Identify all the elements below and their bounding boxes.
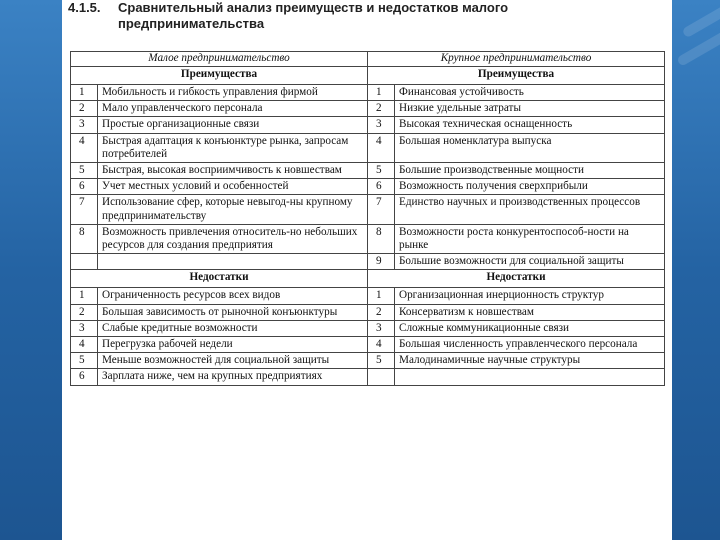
table-row: [71, 369, 665, 385]
disadvantages-section-row: [71, 270, 665, 288]
small-business-cell: Зарплата ниже, чем на крупных предприятиях: [98, 369, 368, 385]
row-number: 8: [368, 224, 395, 253]
small-business-cell: Быстрая адаптация к конъюнктуре рынка, запросам потребителей: [98, 133, 368, 162]
table-row: [71, 353, 665, 369]
row-number: 3: [368, 320, 395, 336]
small-business-cell: Простые организационные связи: [98, 117, 368, 133]
row-number: 1: [71, 85, 98, 101]
table-row: [71, 288, 665, 304]
small-business-cell: Учет местных условий и особенностей: [98, 179, 368, 195]
table-row: [71, 254, 665, 270]
row-number: 2: [71, 101, 98, 117]
small-business-cell: [98, 254, 368, 270]
large-business-cell: Единство научных и производственных процессов: [395, 195, 665, 224]
large-business-cell: Большие производственные мощности: [395, 163, 665, 179]
row-number: 7: [71, 195, 98, 224]
title-line-1: Сравнительный анализ преимуществ и недостатков малого: [118, 0, 509, 15]
comparison-table: [70, 51, 665, 386]
advantages-label-small: Преимущества: [71, 67, 368, 85]
row-number: 2: [71, 304, 98, 320]
row-number: 5: [71, 353, 98, 369]
row-number: 5: [71, 163, 98, 179]
slide-background-left: [0, 0, 62, 540]
row-number: 8: [71, 224, 98, 253]
row-number: 1: [368, 85, 395, 101]
large-business-cell: Организационная инерционность структур: [395, 288, 665, 304]
row-number: 1: [71, 288, 98, 304]
large-business-cell: Консерватизм к новшествам: [395, 304, 665, 320]
title-line-2: предпринимательства: [118, 16, 265, 31]
small-business-cell: Мобильность и гибкость управления фирмой: [98, 85, 368, 101]
table-row: [71, 163, 665, 179]
small-business-cell: Меньше возможностей для социальной защиты: [98, 353, 368, 369]
advantages-section-row: [71, 67, 665, 85]
row-number: 4: [368, 133, 395, 162]
small-business-cell: Использование сфер, которые невыгод-ны крупному предпринимательству: [98, 195, 368, 224]
row-number: 6: [368, 179, 395, 195]
table-row: [71, 337, 665, 353]
row-number: 4: [368, 337, 395, 353]
small-business-cell: Большая зависимость от рыночной конъюнктуры: [98, 304, 368, 320]
row-number: 2: [368, 101, 395, 117]
small-business-cell: Возможность привлечения относитель-но небольших ресурсов для создания предприятия: [98, 224, 368, 253]
row-number: [71, 254, 98, 270]
table-row: [71, 304, 665, 320]
table-row: [71, 101, 665, 117]
small-business-header: Малое предпринимательство: [71, 52, 368, 67]
large-business-cell: Возможность получения сверхприбыли: [395, 179, 665, 195]
section-title: [68, 0, 668, 32]
row-number: 4: [71, 337, 98, 353]
table-row: [71, 117, 665, 133]
large-business-cell: Большая численность управленческого персонала: [395, 337, 665, 353]
advantages-label-large: Преимущества: [368, 67, 665, 85]
disadvantages-label-large: Недостатки: [368, 270, 665, 288]
row-number: 4: [71, 133, 98, 162]
table-row: [71, 85, 665, 101]
disadvantages-label-small: Недостатки: [71, 270, 368, 288]
small-business-cell: Мало управленческого персонала: [98, 101, 368, 117]
row-number: 3: [71, 117, 98, 133]
large-business-cell: Малодинамичные научные структуры: [395, 353, 665, 369]
small-business-cell: Ограниченность ресурсов всех видов: [98, 288, 368, 304]
large-business-header: Крупное предпринимательство: [368, 52, 665, 67]
small-business-cell: Быстрая, высокая восприимчивость к новшествам: [98, 163, 368, 179]
row-number: 7: [368, 195, 395, 224]
large-business-cell: Низкие удельные затраты: [395, 101, 665, 117]
row-number: [368, 369, 395, 385]
large-business-cell: [395, 369, 665, 385]
row-number: 2: [368, 304, 395, 320]
small-business-cell: Слабые кредитные возможности: [98, 320, 368, 336]
column-header-row: [71, 52, 665, 67]
large-business-cell: Сложные коммуникационные связи: [395, 320, 665, 336]
large-business-cell: Возможности роста конкурентоспособ-ности на рынке: [395, 224, 665, 253]
slide-background-right: [672, 0, 720, 540]
large-business-cell: Высокая техническая оснащенность: [395, 117, 665, 133]
row-number: 3: [71, 320, 98, 336]
small-business-cell: Перегрузка рабочей недели: [98, 337, 368, 353]
table-row: [71, 133, 665, 162]
row-number: 6: [71, 179, 98, 195]
row-number: 5: [368, 353, 395, 369]
row-number: 3: [368, 117, 395, 133]
row-number: 6: [71, 369, 98, 385]
table-row: [71, 179, 665, 195]
document-page: [62, 0, 672, 540]
table-row: [71, 320, 665, 336]
table-row: [71, 195, 665, 224]
table-row: [71, 224, 665, 253]
large-business-cell: Большая номенклатура выпуска: [395, 133, 665, 162]
large-business-cell: Финансовая устойчивость: [395, 85, 665, 101]
row-number: 1: [368, 288, 395, 304]
large-business-cell: Большие возможности для социальной защиты: [395, 254, 665, 270]
row-number: 9: [368, 254, 395, 270]
row-number: 5: [368, 163, 395, 179]
section-number: 4.1.5.: [68, 0, 101, 15]
